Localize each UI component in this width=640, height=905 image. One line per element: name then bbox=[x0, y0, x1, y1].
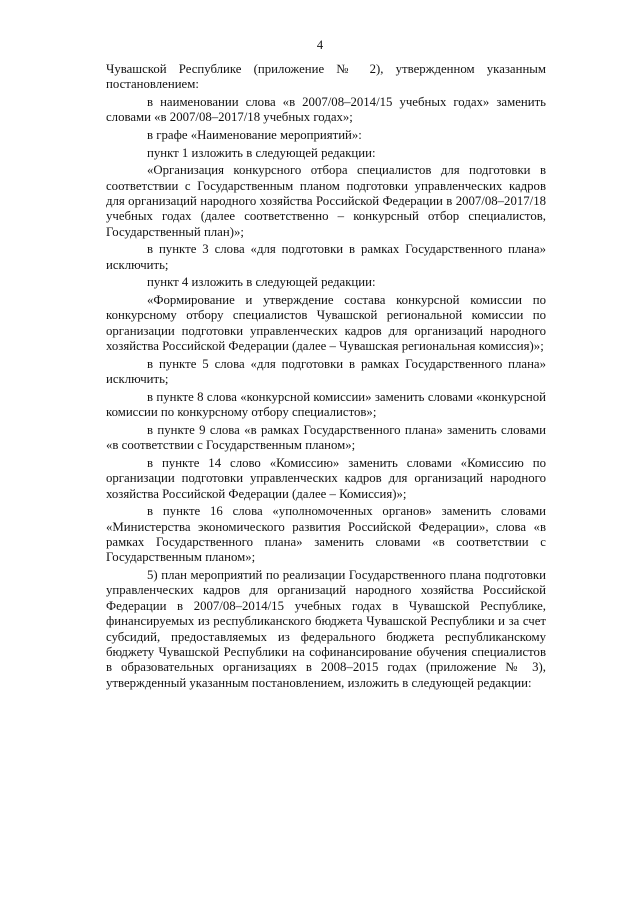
paragraph: в пункте 3 слова «для подготовки в рамках Государственного плана» исключить; bbox=[106, 242, 546, 272]
paragraph-continuation: Чувашской Республике (приложение № 2), утвержденном указанным постановлением: bbox=[106, 62, 546, 92]
document-body bbox=[106, 62, 546, 693]
paragraph: в пункте 9 слова «в рамках Государственного плана» заменить словами «в соответствии с Государственным планом»; bbox=[106, 422, 546, 453]
paragraph: в пункте 14 слово «Комиссию» заменить словами «Комиссию по организации подготовки управленческих кадров для организаций народного хозяйства Российской Федерации (далее – Комиссия)»; bbox=[106, 455, 546, 501]
page-number: 4 bbox=[316, 38, 324, 52]
paragraph: 5) план мероприятий по реализации Государственного плана подготовки управленческих кадров для организаций народного хозяйства Российской Федерации в 2007/08–2014/15 учебных годах в Чувашской Республике, финансируемых из республиканского бюджета Чувашской Республики и за счет субсидий, предоставляемых из федерального бюджета республиканскому бюджету Чувашской Республики на софинансирование обучения специалистов в образовательных организациях в 2008–2015 годах (приложение № 3), утвержденный указанным постановлением, изложить в следующей редакции: bbox=[106, 568, 546, 690]
paragraph: в графе «Наименование мероприятий»: bbox=[147, 128, 362, 142]
paragraph: пункт 1 изложить в следующей редакции: bbox=[147, 145, 376, 160]
paragraph: в пункте 5 слова «для подготовки в рамках Государственного плана» исключить; bbox=[106, 356, 546, 387]
paragraph: пункт 4 изложить в следующей редакции: bbox=[147, 275, 376, 290]
paragraph: в пункте 16 слова «уполномоченных органов» заменить словами «Министерства экономического развития Российской Федерации», слова «в рамках Государственного плана» заменить словами «в соответствии с Государственным планом»; bbox=[106, 504, 546, 565]
paragraph: «Формирование и утверждение состава конкурсной комиссии по конкурсному отбору специалистов Чувашской региональной комиссии по организации подготовки управленческих кадров для организаций народного хозяйства Российской Федерации (далее – Чувашская региональная комиссия)»; bbox=[106, 293, 546, 354]
paragraph: в наименовании слова «в 2007/08–2014/15 учебных годах» заменить словами «в 2007/08–2017/18 учебных годах»; bbox=[106, 95, 546, 125]
paragraph: в пункте 8 слова «конкурсной комиссии» заменить словами «конкурсной комиссии по конкурсному отбору специалистов»; bbox=[106, 389, 546, 420]
paragraph: «Организация конкурсного отбора специалистов для подготовки в соответствии с Государственным планом подготовки управленческих кадров для организаций народного хозяйства Российской Федерации в 2007/08–2017/18 учебных годах (далее соответственно – конкурсный отбор специалистов, Государственный план)»; bbox=[106, 163, 546, 239]
